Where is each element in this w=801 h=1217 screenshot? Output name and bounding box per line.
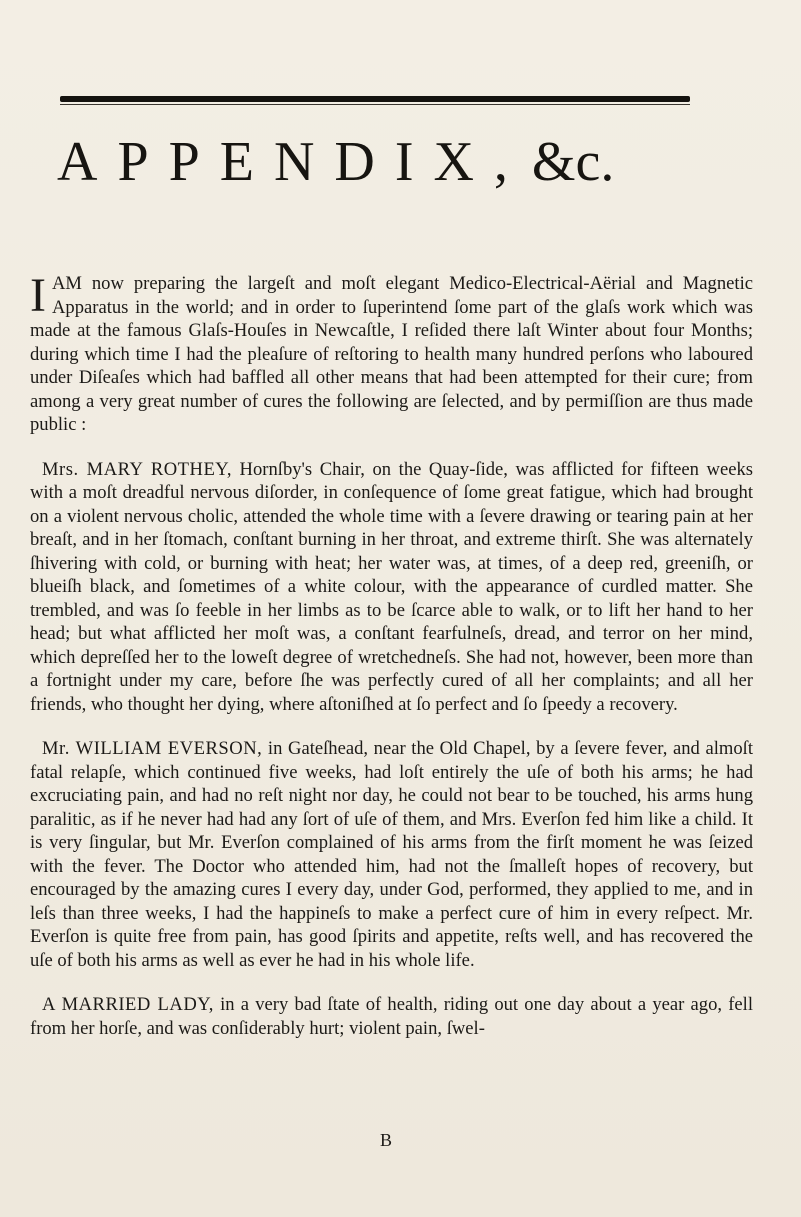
heading-title: APPENDIX, [57,131,528,193]
case-name: A MARRIED LADY, [42,994,214,1015]
paragraph-text: in a very bad ſtate of health, riding out one day about a year ago, fell from her horſe, and was conſiderably hurt; violent pain, ſwel- [30,994,753,1039]
paragraph-text: AM now preparing the largeſt and moſt elegant Medico-Electrical-Aërial and Magnetic Apparatus in the world; and in order to ſuperintend ſome part of the glaſs work which was made at the famous Glaſs-Houſes in Newcaſtle, I reſided there laſt Winter about four Months; during which time I had the pleaſure of reſtoring to health many hundred perſons who laboured under Diſeaſes which had baffled all other means that had been attempted for their cure; from among a very great number of cures the following are ſelected, and by permiſſion are thus made public : [30,273,753,435]
heading-suffix: &c. [531,131,615,193]
header-rule [60,96,690,102]
case-name: Mrs. MARY ROTHEY, [42,458,232,480]
paragraph-case-married-lady [30,993,753,1040]
paragraph-case-william-everson [30,737,753,972]
paragraph-text: Hornſby's Chair, on the Quay-ſide, was afflicted for fifteen weeks with a moſt dreadful nervous diſorder, in conſequence of ſome great fatigue, which had brought on a violent nervous cholic, attended the whole time with a ſevere drawing or tearing pain at her breaſt, and in her ſtomach, conſtant burning in her throat, and extreme thirſt. She was alternately ſhivering with cold, or burning with heat; her water was, at times, of a deep red, greeniſh, or blueiſh black, and ſometimes of a white colour, with the appearance of curdled matter. She trembled, and was ſo feeble in her limbs as to be ſcarce able to walk, or to lift her hand to her head; but what afflicted her moſt was, a conſtant fearfulneſs, dread, and terror on her mind, which depreſſed her to the loweſt degree of wretchedneſs. She had not, however, been more than a fortnight under my care, before ſhe was perfectly cured of all her complaints; and all her friends, who thought her dying, where aſtoniſhed at ſo perfect and ſo ſpeedy a recovery. [30,458,753,715]
case-name: Mr. WILLIAM EVERSON, [42,738,263,759]
header-rule-thin [60,104,690,105]
paragraph-text: in Gateſhead, near the Old Chapel, by a ſevere fever, and almoſt fatal relapſe, which continued five weeks, had loſt entirely the uſe of both his arms; he had excruciating pain, and had no reſt night nor day, he could not bear to be touched, his arms hung paralitic, as if he never had had any ſort of uſe of them, and Mrs. Everſon fed him like a child. It is very ſingular, but Mr. Everſon complained of his arms from the firſt moment he was ſeized with the fever. The Doctor who attended him, had not the ſmalleſt hopes of recovery, but encouraged by the amazing cures I every day, under God, performed, they applied to me, and in leſs than three weeks, I had the happineſs to make a perfect cure of him in every reſpect. Mr. Everſon is quite free from pain, has good ſpirits and appetite, reſts well, and has recovered the uſe of both his arms as well as ever he had in his whole life. [30,738,753,971]
paragraph-case-mary-rothey [30,458,753,717]
signature-mark: B [380,1130,393,1150]
drop-cap: I [30,269,46,322]
paragraph-introduction [30,269,753,437]
body-text [30,269,753,1040]
page-heading [57,128,747,196]
